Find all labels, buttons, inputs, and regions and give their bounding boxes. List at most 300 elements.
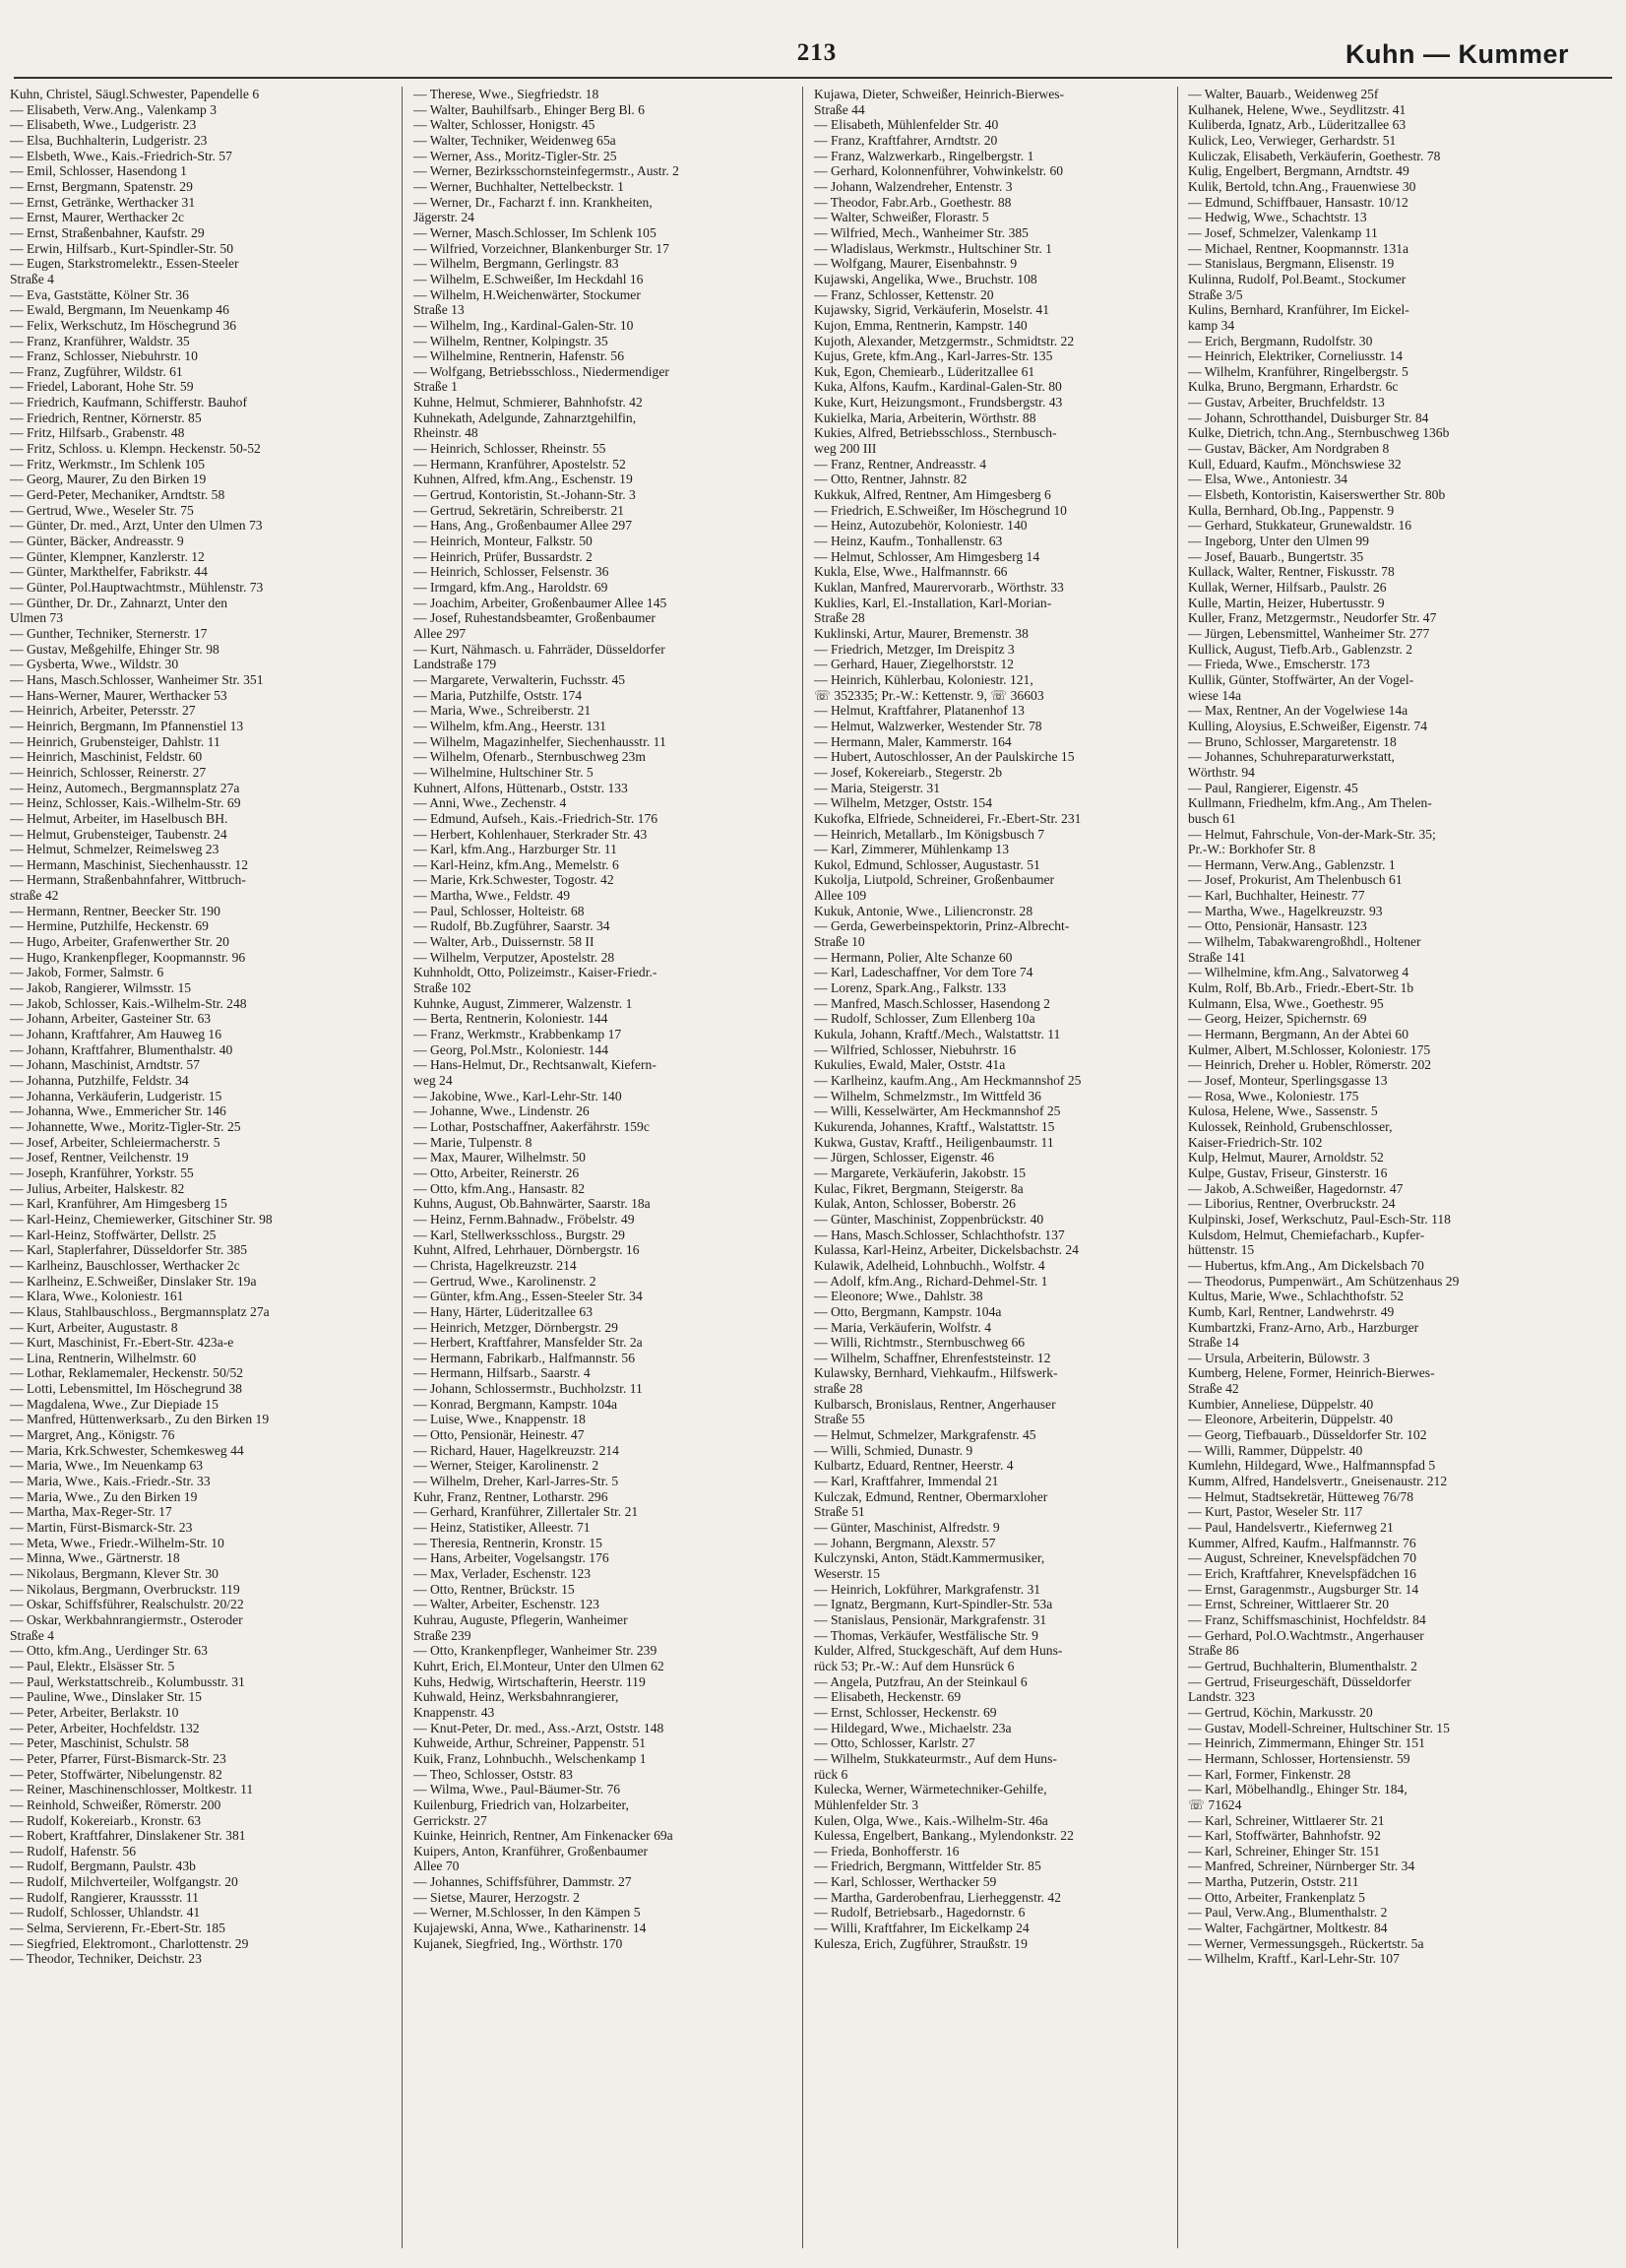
directory-entry: — Helmut, Schmelzer, Reimelsweg 23 bbox=[10, 842, 219, 857]
directory-entry: — Heinrich, Schlosser, Rheinstr. 55 bbox=[413, 441, 606, 457]
directory-entry: — Friedrich, Rentner, Körnerstr. 85 bbox=[10, 410, 202, 425]
directory-entry: — Willi, Schmied, Dunastr. 9 bbox=[814, 1442, 973, 1458]
directory-entry: — Liborius, Rentner, Overbruckstr. 24 bbox=[1188, 1196, 1396, 1212]
directory-entry: — Hans, Arbeiter, Vogelsangstr. 176 bbox=[413, 1550, 609, 1566]
directory-entry: — Hubert, Autoschlosser, An der Paulskirche 15 bbox=[814, 749, 1075, 765]
directory-entry: — Hermann, Polier, Alte Schanze 60 bbox=[814, 949, 1013, 965]
directory-entry: — Peter, Pfarrer, Fürst-Bismarck-Str. 23 bbox=[10, 1750, 226, 1766]
directory-entry: — Peter, Stoffwärter, Nibelungenstr. 82 bbox=[10, 1766, 222, 1782]
directory-entry: — Marie, Krk.Schwester, Togostr. 42 bbox=[413, 872, 614, 888]
directory-entry: Kulm, Rolf, Bb.Arb., Friedr.-Ebert-Str. 1b bbox=[1188, 980, 1414, 996]
directory-entry: — Meta, Wwe., Friedr.-Wilhelm-Str. 10 bbox=[10, 1535, 224, 1550]
directory-entry: — Franz, Rentner, Andreasstr. 4 bbox=[814, 456, 987, 472]
directory-entry: — Josef, Arbeiter, Schleiermacherstr. 5 bbox=[10, 1134, 220, 1150]
directory-entry: Kujoth, Alexander, Metzgermstr., Schmidtstr. 22 bbox=[814, 333, 1075, 348]
directory-entry: — Max, Rentner, An der Vogelwiese 14a bbox=[1188, 703, 1408, 719]
directory-entry: — Wilhelm, Dreher, Karl-Jarres-Str. 5 bbox=[413, 1474, 619, 1489]
directory-entry: — Paul, Handelsvertr., Kiefernweg 21 bbox=[1188, 1520, 1394, 1536]
directory-entry: — Wilhelm, Tabakwarengroßhdl., Holtener bbox=[1188, 934, 1421, 950]
directory-entry: ☏ 352335; Pr.-W.: Kettenstr. 9, ☏ 36603 bbox=[814, 687, 1044, 703]
directory-entry: — Peter, Arbeiter, Hochfeldstr. 132 bbox=[10, 1720, 200, 1735]
directory-entry: Straße 3/5 bbox=[1188, 286, 1243, 302]
directory-entry: Kulmer, Albert, M.Schlosser, Koloniestr. 175 bbox=[1188, 1041, 1431, 1057]
directory-entry: — Julius, Arbeiter, Halskestr. 82 bbox=[10, 1180, 185, 1196]
directory-entry: Allee 109 bbox=[814, 888, 867, 904]
directory-entry: — Joachim, Arbeiter, Großenbaumer Allee 145 bbox=[413, 595, 667, 610]
directory-entry: — Rudolf, Rangierer, Kraussstr. 11 bbox=[10, 1889, 199, 1905]
directory-entry: — Josef, Monteur, Sperlingsgasse 13 bbox=[1188, 1073, 1388, 1088]
directory-entry: — Otto, Bergmann, Kampstr. 104a bbox=[814, 1303, 1002, 1319]
directory-entry: Kulbartz, Eduard, Rentner, Heerstr. 4 bbox=[814, 1458, 1014, 1474]
directory-entry: — Angela, Putzfrau, An der Steinkaul 6 bbox=[814, 1673, 1028, 1689]
directory-entry: — Maria, Putzhilfe, Oststr. 174 bbox=[413, 687, 583, 703]
directory-entry: Kuhns, August, Ob.Bahnwärter, Saarstr. 18a bbox=[413, 1196, 651, 1212]
directory-entry: — Gustav, Bäcker, Am Nordgraben 8 bbox=[1188, 441, 1390, 457]
directory-entry: — Martha, Max-Reger-Str. 17 bbox=[10, 1504, 172, 1520]
directory-entry: — Johann, Kraftfahrer, Am Hauweg 16 bbox=[10, 1027, 222, 1042]
directory-entry: — Karl, Kraftfahrer, Immendal 21 bbox=[814, 1474, 999, 1489]
directory-entry: Kulbarsch, Bronislaus, Rentner, Angerhauser bbox=[814, 1396, 1056, 1412]
directory-entry: — Johann, Schlossermstr., Buchholzstr. 11 bbox=[413, 1381, 643, 1397]
directory-entry: — Christa, Hagelkreuzstr. 214 bbox=[413, 1257, 577, 1273]
directory-entry: — Gustav, Modell-Schreiner, Hultschiner Str. 15 bbox=[1188, 1720, 1450, 1735]
directory-entry: Kujajewski, Anna, Wwe., Katharinenstr. 14 bbox=[413, 1921, 647, 1936]
directory-entry: — Willi, Rammer, Düppelstr. 40 bbox=[1188, 1442, 1363, 1458]
directory-entry: Kullick, August, Tiefb.Arb., Gablenzstr. 2 bbox=[1188, 641, 1413, 657]
directory-entry: Kukulies, Ewald, Maler, Oststr. 41a bbox=[814, 1057, 1006, 1073]
directory-entry: — Wilhelm, Kranführer, Ringelbergstr. 5 bbox=[1188, 363, 1408, 379]
directory-entry: Kukolja, Liutpold, Schreiner, Großenbaumer bbox=[814, 872, 1055, 888]
directory-entry: — Josef, Schmelzer, Valenkamp 11 bbox=[1188, 224, 1378, 240]
directory-entry: — Maria, Steigerstr. 31 bbox=[814, 780, 940, 795]
directory-entry: Kulassa, Karl-Heinz, Arbeiter, Dickelsbachstr. 24 bbox=[814, 1242, 1079, 1258]
directory-entry: — Gertrud, Wwe., Karolinenstr. 2 bbox=[413, 1273, 596, 1289]
directory-entry: — August, Schreiner, Knevelspfädchen 70 bbox=[1188, 1550, 1417, 1566]
directory-entry: straße 28 bbox=[814, 1381, 863, 1397]
directory-entry: — Werner, Vermessungsgeh., Rückertstr. 5a bbox=[1188, 1935, 1424, 1951]
directory-entry: — Otto, kfm.Ang., Hansastr. 82 bbox=[413, 1180, 586, 1196]
directory-entry: Kukula, Johann, Kraftf./Mech., Walstattstr. 11 bbox=[814, 1027, 1061, 1042]
directory-entry: — Lothar, Postschaffner, Aakerfährstr. 159c bbox=[413, 1118, 650, 1134]
directory-entry: — Johann, Kraftfahrer, Blumenthalstr. 40 bbox=[10, 1041, 233, 1057]
directory-entry: — Lotti, Lebensmittel, Im Höschegrund 38 bbox=[10, 1381, 242, 1397]
directory-entry: Straße 4 bbox=[10, 1627, 54, 1643]
directory-entry: straße 42 bbox=[10, 888, 59, 904]
directory-entry: — Frieda, Bonhofferstr. 16 bbox=[814, 1843, 960, 1858]
directory-entry: — Hans, Ang., Großenbaumer Allee 297 bbox=[413, 518, 632, 534]
directory-entry: — Wilfried, Mech., Wanheimer Str. 385 bbox=[814, 224, 1029, 240]
directory-entry: — Karl, Schreiner, Ehinger Str. 151 bbox=[1188, 1843, 1381, 1858]
directory-entry: Kukielka, Maria, Arbeiterin, Wörthstr. 88 bbox=[814, 410, 1036, 425]
directory-entry: — Fritz, Schloss. u. Klempn. Heckenstr. 50-52 bbox=[10, 441, 261, 457]
directory-entry: Weserstr. 15 bbox=[814, 1566, 880, 1581]
directory-entry: Kukuk, Antonie, Wwe., Liliencronstr. 28 bbox=[814, 903, 1033, 918]
directory-entry: Kulder, Alfred, Stuckgeschäft, Auf dem Huns- bbox=[814, 1643, 1063, 1659]
directory-entry: — Heinrich, Dreher u. Hobler, Römerstr. 202 bbox=[1188, 1057, 1432, 1073]
directory-entry: — Johanna, Putzhilfe, Feldstr. 34 bbox=[10, 1073, 189, 1088]
directory-entry: — Rudolf, Schlosser, Uhlandstr. 41 bbox=[10, 1905, 201, 1921]
directory-entry: — Friedrich, Bergmann, Wittfelder Str. 85 bbox=[814, 1858, 1041, 1874]
directory-entry: — Hans, Masch.Schlosser, Wanheimer Str. 351 bbox=[10, 671, 264, 687]
directory-entry: Kuhrt, Erich, El.Monteur, Unter den Ulmen 62 bbox=[413, 1658, 664, 1673]
directory-entry: — Paul, Rangierer, Eigenstr. 45 bbox=[1188, 780, 1358, 795]
directory-entry: — Nikolaus, Bergmann, Klever Str. 30 bbox=[10, 1566, 219, 1581]
directory-entry: — Wilhelm, Metzger, Oststr. 154 bbox=[814, 795, 993, 811]
directory-entry: Kummer, Alfred, Kaufm., Halfmannstr. 76 bbox=[1188, 1535, 1416, 1550]
running-head: Kuhn — Kummer bbox=[1345, 39, 1569, 69]
directory-entry: — Gerhard, Kolonnenführer, Vohwinkelstr. 60 bbox=[814, 163, 1064, 179]
directory-entry: Mühlenfelder Str. 3 bbox=[814, 1796, 919, 1812]
directory-entry: — Jakob, Rangierer, Wilmsstr. 15 bbox=[10, 980, 192, 996]
directory-entry: — Wilhelmine, Rentnerin, Hafenstr. 56 bbox=[413, 348, 625, 364]
directory-entry: — Walter, Bauhilfsarb., Ehinger Berg Bl. 6 bbox=[413, 101, 645, 117]
directory-entry: — Werner, Ass., Moritz-Tigler-Str. 25 bbox=[413, 148, 617, 163]
directory-entry: Kuilenburg, Friedrich van, Holzarbeiter, bbox=[413, 1796, 629, 1812]
directory-entry: — Elsbeth, Kontoristin, Kaiserswerther Str. 80b bbox=[1188, 487, 1446, 503]
directory-entry: — Eugen, Starkstromelektr., Essen-Steeler bbox=[10, 256, 239, 272]
directory-entry: — Herbert, Kohlenhauer, Sterkrader Str. 43 bbox=[413, 826, 648, 842]
directory-entry: — Wilhelm, E.Schweißer, Im Heckdahl 16 bbox=[413, 271, 644, 286]
directory-entry: — Margret, Ang., Königstr. 76 bbox=[10, 1427, 175, 1443]
directory-entry: — Josef, Bauarb., Bungertstr. 35 bbox=[1188, 548, 1364, 564]
directory-column-3 bbox=[814, 87, 1188, 2252]
directory-entry: — Walter, Fachgärtner, Moltkestr. 84 bbox=[1188, 1921, 1388, 1936]
directory-entry: — Günter, Maschinist, Zoppenbrückstr. 40 bbox=[814, 1211, 1044, 1227]
directory-entry: — Frieda, Wwe., Emscherstr. 173 bbox=[1188, 657, 1370, 672]
directory-entry: Kujawski, Angelika, Wwe., Bruchstr. 108 bbox=[814, 271, 1037, 286]
directory-entry: — Sietse, Maurer, Herzogstr. 2 bbox=[413, 1889, 580, 1905]
directory-entry: — Wilfried, Schlosser, Niebuhrstr. 16 bbox=[814, 1041, 1017, 1057]
directory-entry: rück 6 bbox=[814, 1766, 848, 1782]
directory-entry: — Max, Verlader, Eschenstr. 123 bbox=[413, 1566, 592, 1581]
directory-entry: Kuhnert, Alfons, Hüttenarb., Oststr. 133 bbox=[413, 780, 628, 795]
directory-entry: — Rudolf, Milchverteiler, Wolfgangstr. 20 bbox=[10, 1874, 238, 1890]
directory-entry: — Wilhelm, Schmelzmstr., Im Wittfeld 36 bbox=[814, 1088, 1041, 1103]
directory-entry: — Jakob, Former, Salmstr. 6 bbox=[10, 965, 164, 980]
directory-entry: — Paul, Elektr., Elsässer Str. 5 bbox=[10, 1658, 175, 1673]
directory-entry: — Maria, Verkäuferin, Wolfstr. 4 bbox=[814, 1319, 991, 1335]
directory-entry: — Wolfgang, Betriebsschloss., Niedermendiger bbox=[413, 363, 669, 379]
directory-entry: — Manfred, Schreiner, Nürnberger Str. 34 bbox=[1188, 1858, 1415, 1874]
directory-entry: Jägerstr. 24 bbox=[413, 210, 474, 225]
directory-entry: — Johanne, Wwe., Lindenstr. 26 bbox=[413, 1103, 590, 1119]
directory-entry: — Luise, Wwe., Knappenstr. 18 bbox=[413, 1412, 586, 1427]
directory-entry: — Edmund, Schiffbauer, Hansastr. 10/12 bbox=[1188, 194, 1408, 210]
directory-entry: Kukurenda, Johannes, Kraftf., Walstattstr. 15 bbox=[814, 1118, 1055, 1134]
directory-entry: — Gustav, Meßgehilfe, Ehinger Str. 98 bbox=[10, 641, 219, 657]
directory-entry: — Gysberta, Wwe., Wildstr. 30 bbox=[10, 657, 179, 672]
directory-entry: — Richard, Hauer, Hagelkreuzstr. 214 bbox=[413, 1442, 619, 1458]
directory-entry: Kuik, Franz, Lohnbuchh., Welschenkamp 1 bbox=[413, 1750, 647, 1766]
directory-entry: Kulczynski, Anton, Städt.Kammermusiker, bbox=[814, 1550, 1045, 1566]
directory-entry: — Martin, Fürst-Bismarck-Str. 23 bbox=[10, 1520, 193, 1536]
directory-entry: — Karl, Zimmerer, Mühlenkamp 13 bbox=[814, 842, 1010, 857]
directory-entry: — Bruno, Schlosser, Margaretenstr. 18 bbox=[1188, 733, 1397, 749]
directory-entry: — Josef, Kokereiarb., Stegerstr. 2b bbox=[814, 764, 1003, 780]
directory-entry: Kulosa, Helene, Wwe., Sassenstr. 5 bbox=[1188, 1103, 1378, 1119]
directory-entry: — Hermann, Maler, Kammerstr. 164 bbox=[814, 733, 1012, 749]
directory-entry: — Jürgen, Lebensmittel, Wanheimer Str. 277 bbox=[1188, 625, 1430, 641]
directory-entry: — Werner, Dr., Facharzt f. inn. Krankheiten, bbox=[413, 194, 653, 210]
directory-entry: — Nikolaus, Bergmann, Overbruckstr. 119 bbox=[10, 1581, 240, 1597]
directory-entry: Kulle, Martin, Heizer, Hubertusstr. 9 bbox=[1188, 595, 1385, 610]
directory-entry: Kuliczak, Elisabeth, Verkäuferin, Goethestr. 78 bbox=[1188, 148, 1441, 163]
directory-entry: — Rudolf, Kokereiarb., Kronstr. 63 bbox=[10, 1812, 202, 1828]
directory-entry: — Heinrich, Monteur, Falkstr. 50 bbox=[413, 534, 593, 549]
directory-entry: — Helmut, Grubensteiger, Taubenstr. 24 bbox=[10, 826, 227, 842]
directory-entry: — Wilhelm, Verputzer, Apostelstr. 28 bbox=[413, 949, 615, 965]
directory-entry: Straße 86 bbox=[1188, 1643, 1239, 1659]
directory-entry: — Johanna, Wwe., Emmericher Str. 146 bbox=[10, 1103, 226, 1119]
directory-entry: wiese 14a bbox=[1188, 687, 1241, 703]
directory-entry: — Elisabeth, Verw.Ang., Valenkamp 3 bbox=[10, 101, 218, 117]
directory-entry: — Helmut, Arbeiter, im Haselbusch BH. bbox=[10, 810, 228, 826]
directory-entry: — Willi, Kraftfahrer, Im Eickelkamp 24 bbox=[814, 1921, 1030, 1936]
directory-entry: Kulossek, Reinhold, Grubenschlosser, bbox=[1188, 1118, 1393, 1134]
directory-entry: — Wilhelm, Kraftf., Karl-Lehr-Str. 107 bbox=[1188, 1951, 1400, 1967]
directory-entry: — Walter, Techniker, Weidenweg 65a bbox=[413, 132, 616, 148]
directory-entry: — Fritz, Werkmstr., Im Schlenk 105 bbox=[10, 456, 206, 472]
directory-entry: Wörthstr. 94 bbox=[1188, 764, 1255, 780]
directory-entry: — Heinrich, Metzger, Dörnbergstr. 29 bbox=[413, 1319, 618, 1335]
directory-entry: — Reinhold, Schweißer, Römerstr. 200 bbox=[10, 1796, 221, 1812]
directory-entry: Kulling, Aloysius, E.Schweißer, Eigenstr. 74 bbox=[1188, 718, 1427, 733]
directory-entry: — Ernst, Maurer, Werthacker 2c bbox=[10, 210, 185, 225]
directory-entry: — Hermann, Rentner, Beecker Str. 190 bbox=[10, 903, 220, 918]
directory-entry: — Hubertus, kfm.Ang., Am Dickelsbach 70 bbox=[1188, 1257, 1424, 1273]
directory-entry: — Rudolf, Bergmann, Paulstr. 43b bbox=[10, 1858, 196, 1874]
directory-entry: — Gustav, Arbeiter, Bruchfeldstr. 13 bbox=[1188, 395, 1385, 410]
directory-entry: — Franz, Walzwerkarb., Ringelbergstr. 1 bbox=[814, 148, 1034, 163]
directory-entry: — Heinrich, Elektriker, Corneliusstr. 14 bbox=[1188, 348, 1404, 364]
directory-entry: Kukol, Edmund, Schlosser, Augustastr. 51 bbox=[814, 856, 1040, 872]
directory-entry: — Michael, Rentner, Koopmannstr. 131a bbox=[1188, 240, 1409, 256]
directory-entry: Straße 10 bbox=[814, 934, 865, 950]
directory-entry: — Martha, Wwe., Hagelkreuzstr. 93 bbox=[1188, 903, 1383, 918]
directory-entry: — Werner, M.Schlosser, In den Kämpen 5 bbox=[413, 1905, 641, 1921]
directory-entry: — Knut-Peter, Dr. med., Ass.-Arzt, Oststr. 148 bbox=[413, 1720, 664, 1735]
directory-entry: — Rosa, Wwe., Koloniestr. 175 bbox=[1188, 1088, 1359, 1103]
directory-entry: — Wilhelm, Schaffner, Ehrenfeststeinstr. 12 bbox=[814, 1350, 1051, 1365]
directory-entry: — Maria, Krk.Schwester, Schemkesweg 44 bbox=[10, 1442, 244, 1458]
directory-entry: — Ignatz, Bergmann, Kurt-Spindler-Str. 53a bbox=[814, 1597, 1053, 1612]
directory-entry: Straße 239 bbox=[413, 1627, 471, 1643]
directory-entry: — Hermann, Straßenbahnfahrer, Wittbruch- bbox=[10, 872, 246, 888]
directory-entry: — Heinrich, Lokführer, Markgrafenstr. 31 bbox=[814, 1581, 1041, 1597]
directory-entry: — Willi, Kesselwärter, Am Heckmannshof 25 bbox=[814, 1103, 1061, 1119]
directory-entry: Kuke, Kurt, Heizungsmont., Frundsbergstr. 43 bbox=[814, 395, 1063, 410]
directory-entry: — Otto, Schlosser, Karlstr. 27 bbox=[814, 1735, 975, 1751]
directory-entry: — Hermann, Kranführer, Apostelstr. 52 bbox=[413, 456, 626, 472]
directory-entry: — Karlheinz, kaufm.Ang., Am Heckmannshof 25 bbox=[814, 1073, 1082, 1088]
directory-entry: — Thomas, Verkäufer, Westfälische Str. 9 bbox=[814, 1627, 1038, 1643]
directory-entry: — Josef, Ruhestandsbeamter, Großenbaumer bbox=[413, 610, 656, 626]
directory-entry: — Franz, Schiffsmaschinist, Hochfeldstr. 84 bbox=[1188, 1611, 1426, 1627]
directory-entry: — Hany, Härter, Lüderitzallee 63 bbox=[413, 1303, 594, 1319]
directory-entry: Kukofka, Elfriede, Schneiderei, Fr.-Ebert-Str. 231 bbox=[814, 810, 1082, 826]
directory-entry: Kukies, Alfred, Betriebsschloss., Sternbusch- bbox=[814, 425, 1057, 441]
directory-entry: Kuklan, Manfred, Maurervorarb., Wörthstr. 33 bbox=[814, 580, 1064, 595]
directory-entry: — Kurt, Nähmasch. u. Fahrräder, Düsseldorfer bbox=[413, 641, 665, 657]
directory-entry: Kulczak, Edmund, Rentner, Obermarxloher bbox=[814, 1488, 1048, 1504]
directory-entry: Kuhr, Franz, Rentner, Lotharstr. 296 bbox=[413, 1488, 608, 1504]
directory-entry: Kultus, Marie, Wwe., Schlachthofstr. 52 bbox=[1188, 1289, 1405, 1304]
directory-entry: hüttenstr. 15 bbox=[1188, 1242, 1255, 1258]
directory-entry: — Ernst, Schreiner, Wittlaerer Str. 20 bbox=[1188, 1597, 1390, 1612]
directory-entry: — Minna, Wwe., Gärtnerstr. 18 bbox=[10, 1550, 180, 1566]
directory-entry: Kulac, Fikret, Bergmann, Steigerstr. 8a bbox=[814, 1180, 1024, 1196]
directory-entry: — Stanislaus, Pensionär, Markgrafenstr. 31 bbox=[814, 1611, 1047, 1627]
directory-entry: — Friedrich, Kaufmann, Schifferstr. Bauhof bbox=[10, 395, 247, 410]
directory-entry: busch 61 bbox=[1188, 810, 1236, 826]
directory-entry: — Hugo, Krankenpfleger, Koopmannstr. 96 bbox=[10, 949, 246, 965]
directory-entry: — Ernst, Schlosser, Heckenstr. 69 bbox=[814, 1704, 997, 1720]
directory-entry: Kumlehn, Hildegard, Wwe., Halfmannspfad 5 bbox=[1188, 1458, 1436, 1474]
directory-entry: Kujon, Emma, Rentnerin, Kampstr. 140 bbox=[814, 317, 1028, 333]
directory-entry: — Günter, Markthelfer, Fabrikstr. 44 bbox=[10, 564, 208, 580]
directory-entry: — Ewald, Bergmann, Im Neuenkamp 46 bbox=[10, 302, 229, 318]
directory-column-4 bbox=[1188, 87, 1562, 2252]
directory-entry: — Werner, Masch.Schlosser, Im Schlenk 105 bbox=[413, 224, 657, 240]
directory-entry: — Franz, Kraftfahrer, Arndtstr. 20 bbox=[814, 132, 998, 148]
directory-entry: — Otto, Pensionär, Heinestr. 47 bbox=[413, 1427, 585, 1443]
directory-entry: — Friedrich, Metzger, Im Dreispitz 3 bbox=[814, 641, 1015, 657]
directory-entry: — Karl, Schreiner, Wittlaerer Str. 21 bbox=[1188, 1812, 1385, 1828]
directory-entry: Straße 1 bbox=[413, 379, 458, 395]
directory-entry: — Johann, Arbeiter, Gasteiner Str. 63 bbox=[10, 1011, 212, 1027]
directory-entry: — Paul, Werkstattschreib., Kolumbusstr. 31 bbox=[10, 1673, 245, 1689]
directory-entry: Kullak, Werner, Hilfsarb., Paulstr. 26 bbox=[1188, 580, 1387, 595]
directory-entry: — Heinz, Kaufm., Tonhallenstr. 63 bbox=[814, 534, 1003, 549]
directory-entry: — Elsbeth, Wwe., Kais.-Friedrich-Str. 57 bbox=[10, 148, 232, 163]
directory-entry: — Maria, Wwe., Im Neuenkamp 63 bbox=[10, 1458, 204, 1474]
column-divider bbox=[802, 87, 803, 2248]
directory-column-1 bbox=[10, 87, 384, 2252]
directory-entry: Straße 28 bbox=[814, 610, 865, 626]
directory-entry: — Karl, Former, Finkenstr. 28 bbox=[1188, 1766, 1351, 1782]
directory-entry: Kulick, Leo, Verwieger, Gerhardstr. 51 bbox=[1188, 132, 1397, 148]
directory-entry: — Heinz, Automech., Bergmannsplatz 27a bbox=[10, 780, 240, 795]
directory-entry: Kulig, Engelbert, Bergmann, Arndtstr. 49 bbox=[1188, 163, 1409, 179]
directory-entry: — Karl, Stoffwärter, Bahnhofstr. 92 bbox=[1188, 1828, 1381, 1844]
directory-entry: Kulen, Olga, Wwe., Kais.-Wilhelm-Str. 46a bbox=[814, 1812, 1048, 1828]
directory-entry: — Manfred, Masch.Schlosser, Hasendong 2 bbox=[814, 995, 1050, 1011]
directory-entry: Rheinstr. 48 bbox=[413, 425, 478, 441]
directory-entry: Kuhrau, Auguste, Pflegerin, Wanheimer bbox=[413, 1611, 628, 1627]
directory-entry: Kuhnen, Alfred, kfm.Ang., Eschenstr. 19 bbox=[413, 472, 633, 487]
directory-entry: Kukla, Else, Wwe., Halfmannstr. 66 bbox=[814, 564, 1008, 580]
directory-entry: — Heinrich, Grubensteiger, Dahlstr. 11 bbox=[10, 733, 220, 749]
directory-entry: — Jürgen, Schlosser, Eigenstr. 46 bbox=[814, 1150, 995, 1166]
directory-entry: — Margarete, Verwalterin, Fuchsstr. 45 bbox=[413, 671, 626, 687]
directory-entry: — Maria, Wwe., Schreiberstr. 21 bbox=[413, 703, 592, 719]
directory-entry: Kumbier, Anneliese, Düppelstr. 40 bbox=[1188, 1396, 1374, 1412]
directory-entry: — Karlheinz, Bauschlosser, Werthacker 2c bbox=[10, 1257, 240, 1273]
directory-entry: ☏ 71624 bbox=[1188, 1796, 1242, 1812]
directory-entry: — Heinrich, Arbeiter, Petersstr. 27 bbox=[10, 703, 196, 719]
directory-entry: — Wilhelm, Bergmann, Gerlingstr. 83 bbox=[413, 256, 619, 272]
directory-entry: Kuhwald, Heinz, Werksbahnrangierer, bbox=[413, 1689, 619, 1705]
directory-entry: — Heinz, Statistiker, Alleestr. 71 bbox=[413, 1520, 591, 1536]
directory-entry: — Erich, Kraftfahrer, Knevelspfädchen 16 bbox=[1188, 1566, 1416, 1581]
directory-entry: — Franz, Schlosser, Kettenstr. 20 bbox=[814, 286, 994, 302]
directory-entry: — Karl, Kranführer, Am Himgesberg 15 bbox=[10, 1196, 227, 1212]
directory-entry: — Günter, Pol.Hauptwachtmstr., Mühlenstr. 73 bbox=[10, 580, 264, 595]
directory-entry: — Theresia, Rentnerin, Kronstr. 15 bbox=[413, 1535, 602, 1550]
directory-entry: — Walter, Schlosser, Honigstr. 45 bbox=[413, 117, 595, 133]
directory-entry: — Gertrud, Sekretärin, Schreiberstr. 21 bbox=[413, 502, 625, 518]
directory-entry: — Helmut, Fahrschule, Von-der-Mark-Str. 35; bbox=[1188, 826, 1436, 842]
directory-entry: Kujus, Grete, kfm.Ang., Karl-Jarres-Str. 135 bbox=[814, 348, 1053, 364]
directory-entry: — Siegfried, Elektromont., Charlottenstr. 29 bbox=[10, 1935, 249, 1951]
directory-entry: — Oskar, Schiffsführer, Realschulstr. 20/22 bbox=[10, 1597, 244, 1612]
directory-entry: — Therese, Wwe., Siegfriedstr. 18 bbox=[413, 87, 599, 101]
directory-entry: — Rudolf, Hafenstr. 56 bbox=[10, 1843, 136, 1858]
directory-entry: — Karl, Stellwerksschloss., Burgstr. 29 bbox=[413, 1227, 625, 1242]
directory-entry: — Walter, Arb., Duissernstr. 58 II bbox=[413, 934, 594, 950]
directory-entry: — Heinz, Autozubehör, Koloniestr. 140 bbox=[814, 518, 1028, 534]
directory-entry: Kuinke, Heinrich, Rentner, Am Finkenacker 69a bbox=[413, 1828, 673, 1844]
directory-entry: — Gerhard, Kranführer, Zillertaler Str. 21 bbox=[413, 1504, 639, 1520]
directory-entry: Straße 44 bbox=[814, 101, 865, 117]
directory-entry: — Heinrich, Schlosser, Felsenstr. 36 bbox=[413, 564, 609, 580]
directory-entry: — Elisabeth, Heckenstr. 69 bbox=[814, 1689, 962, 1705]
directory-entry: Kukkuk, Alfred, Rentner, Am Himgesberg 6 bbox=[814, 487, 1051, 503]
directory-entry: — Karl, kfm.Ang., Harzburger Str. 11 bbox=[413, 842, 617, 857]
directory-entry: Straße 51 bbox=[814, 1504, 865, 1520]
directory-entry: — Ernst, Garagenmstr., Augsburger Str. 14 bbox=[1188, 1581, 1419, 1597]
directory-entry: — Georg, Pol.Mstr., Koloniestr. 144 bbox=[413, 1041, 608, 1057]
directory-entry: — Felix, Werkschutz, Im Höschegrund 36 bbox=[10, 317, 237, 333]
directory-entry: — Hans, Masch.Schlosser, Schlachthofstr. 137 bbox=[814, 1227, 1065, 1242]
directory-entry: — Heinz, Fernm.Bahnadw., Fröbelstr. 49 bbox=[413, 1211, 635, 1227]
directory-entry: — Ursula, Arbeiterin, Bülowstr. 3 bbox=[1188, 1350, 1370, 1365]
directory-entry: — Karlheinz, E.Schweißer, Dinslaker Str. 19a bbox=[10, 1273, 257, 1289]
directory-entry: — Konrad, Bergmann, Kampstr. 104a bbox=[413, 1396, 618, 1412]
directory-entry: — Josef, Rentner, Veilchenstr. 19 bbox=[10, 1150, 189, 1166]
directory-entry: — Walter, Schweißer, Florastr. 5 bbox=[814, 210, 989, 225]
directory-entry: — Karl-Heinz, kfm.Ang., Memelstr. 6 bbox=[413, 856, 619, 872]
directory-entry: — Gertrud, Buchhalterin, Blumenthalstr. 2 bbox=[1188, 1658, 1417, 1673]
directory-entry: — Walter, Bauarb., Weidenweg 25f bbox=[1188, 87, 1379, 101]
directory-entry: — Paul, Schlosser, Holteistr. 68 bbox=[413, 903, 585, 918]
directory-entry: — Elisabeth, Mühlenfelder Str. 40 bbox=[814, 117, 999, 133]
directory-entry: — Pauline, Wwe., Dinslaker Str. 15 bbox=[10, 1689, 202, 1705]
directory-entry: — Karl, Staplerfahrer, Düsseldorfer Str. 385 bbox=[10, 1242, 248, 1258]
directory-entry: — Heinrich, Maschinist, Feldstr. 60 bbox=[10, 749, 203, 765]
directory-entry: Kuhnke, August, Zimmerer, Walzenstr. 1 bbox=[413, 995, 633, 1011]
directory-entry: Kulins, Bernhard, Kranführer, Im Eickel- bbox=[1188, 302, 1409, 318]
directory-entry: Kumb, Karl, Rentner, Landwehrstr. 49 bbox=[1188, 1303, 1395, 1319]
directory-entry: — Wilhelm, Ing., Kardinal-Galen-Str. 10 bbox=[413, 317, 634, 333]
directory-entry: Straße 55 bbox=[814, 1412, 865, 1427]
directory-entry: — Rudolf, Bb.Zugführer, Saarstr. 34 bbox=[413, 918, 610, 934]
directory-entry: — Theodorus, Pumpenwärt., Am Schützenhaus 29 bbox=[1188, 1273, 1460, 1289]
directory-entry: Straße 13 bbox=[413, 302, 465, 318]
directory-entry: — Gerhard, Hauer, Ziegelhorststr. 12 bbox=[814, 657, 1014, 672]
directory-entry: Kujanek, Siegfried, Ing., Wörthstr. 170 bbox=[413, 1935, 623, 1951]
directory-entry: — Johann, Walzendreher, Entenstr. 3 bbox=[814, 178, 1013, 194]
directory-entry: Knappenstr. 43 bbox=[413, 1704, 495, 1720]
directory-entry: Kullmann, Friedhelm, kfm.Ang., Am Thelen- bbox=[1188, 795, 1432, 811]
directory-entry: — Johanna, Verkäuferin, Ludgeristr. 15 bbox=[10, 1088, 222, 1103]
directory-entry: Ulmen 73 bbox=[10, 610, 63, 626]
directory-entry: Kumbartzki, Franz-Arno, Arb., Harzburger bbox=[1188, 1319, 1419, 1335]
directory-entry: — Jakob, Schlosser, Kais.-Wilhelm-Str. 248 bbox=[10, 995, 247, 1011]
directory-entry: Gerrickstr. 27 bbox=[413, 1812, 487, 1828]
directory-entry: — Karl, Schlosser, Werthacker 59 bbox=[814, 1874, 997, 1890]
directory-entry: — Gertrud, Köchin, Markusstr. 20 bbox=[1188, 1704, 1373, 1720]
